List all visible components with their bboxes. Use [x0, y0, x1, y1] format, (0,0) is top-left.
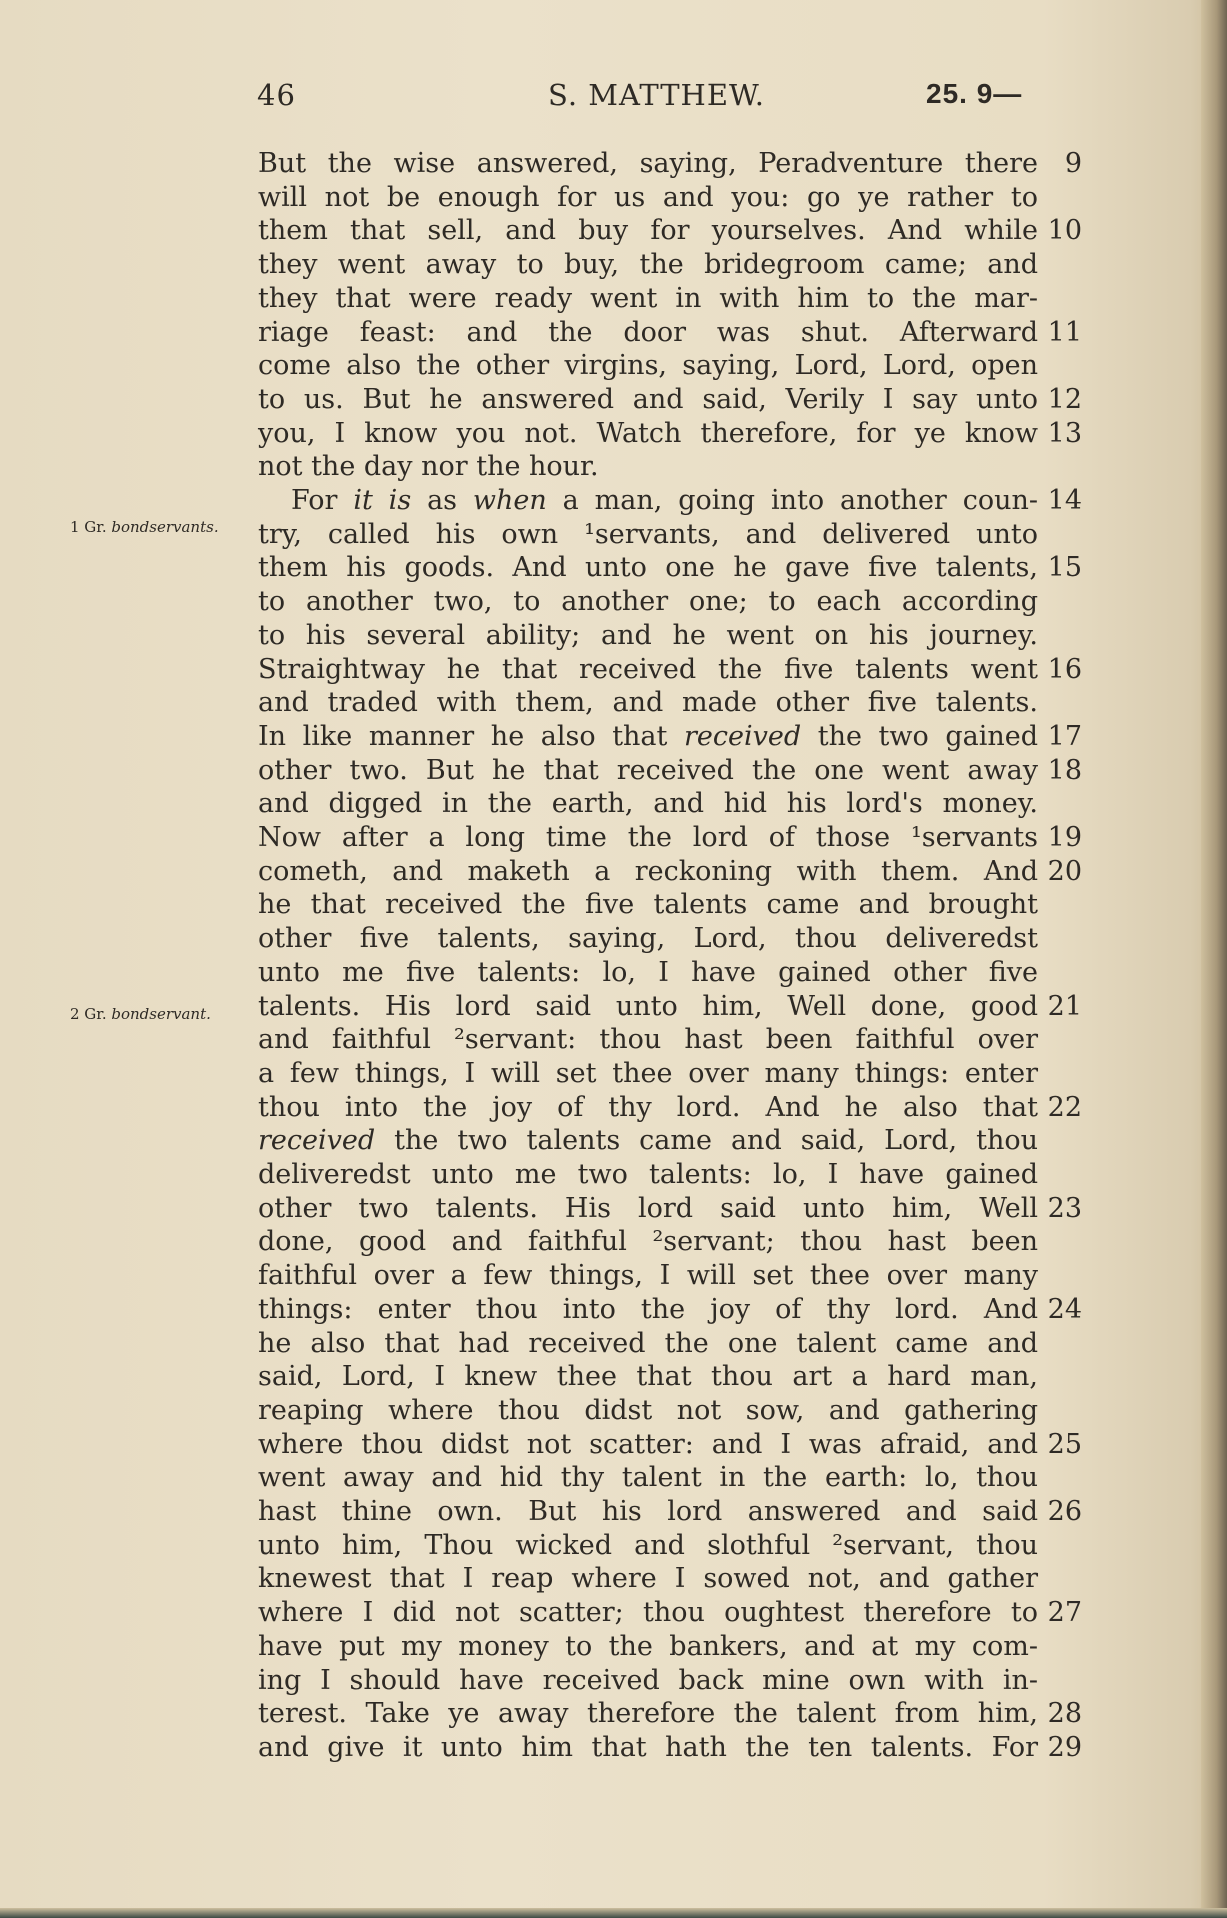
- text-line: they went away to buy, the bridegroom came; and: [258, 249, 1038, 280]
- text-line: a few things, I will set thee over many things: enter: [258, 1058, 1038, 1089]
- verse-number: 11: [1047, 317, 1082, 348]
- text-run: as: [411, 485, 473, 516]
- text-line: and faithful ²servant: thou hast been faithful over: [258, 1024, 1038, 1055]
- text-line: come also the other virgins, saying, Lord, Lord, open: [258, 350, 1038, 381]
- text-line: unto him, Thou wicked and slothful ²servant, thou: [258, 1530, 1038, 1561]
- verse-number: 29: [1047, 1732, 1082, 1763]
- text-line: faithful over a few things, I will set thee over many: [258, 1260, 1038, 1291]
- verse-number: 18: [1047, 755, 1082, 786]
- text-line: reaping where thou didst not sow, and gathering: [258, 1395, 1038, 1426]
- text-line: to us. But he answered and said, Verily I say unto: [258, 384, 1038, 415]
- verse-number: 27: [1047, 1597, 1082, 1628]
- text-line: [258, 1124, 1038, 1158]
- text-line: said, Lord, I knew thee that thou art a hard man,: [258, 1361, 1038, 1392]
- margin-note-text: bondservants.: [111, 518, 219, 536]
- verse-number: 14: [1047, 485, 1082, 516]
- text-line: hast thine own. But his lord answered and said: [258, 1496, 1038, 1527]
- verse-number: 10: [1047, 215, 1082, 246]
- verse-number: 24: [1047, 1294, 1082, 1325]
- italic-text: when: [472, 485, 547, 516]
- text-line: other five talents, saying, Lord, thou deliveredst: [258, 923, 1038, 954]
- text-line: But the wise answered, saying, Peradventure there: [258, 148, 1038, 179]
- verse-number: 15: [1047, 552, 1082, 583]
- text-line: to another two, to another one; to each according: [258, 586, 1038, 617]
- page-number: 46: [257, 78, 296, 112]
- margin-note-2: [70, 1004, 260, 1024]
- italic-text: received: [258, 1125, 376, 1156]
- text-line: will not be enough for us and you: go ye rather to: [258, 182, 1038, 213]
- verse-number: 21: [1047, 991, 1082, 1022]
- text-line: where thou didst not scatter: and I was afraid, and: [258, 1429, 1038, 1460]
- text-line: and digged in the earth, and hid his lord's money.: [258, 788, 1038, 819]
- verse-number: 28: [1047, 1698, 1082, 1729]
- text-line: other two talents. His lord said unto him, Well: [258, 1193, 1038, 1224]
- text-run: a man, going into another coun-: [546, 485, 1039, 516]
- text-line: went away and hid thy talent in the earth: lo, thou: [258, 1462, 1038, 1493]
- text-line: Straightway he that received the five talents went: [258, 654, 1038, 685]
- text-line: try, called his own ¹servants, and delivered unto: [258, 519, 1038, 550]
- text-line: [291, 484, 1038, 518]
- text-line: terest. Take ye away therefore the talent from him,: [258, 1698, 1038, 1729]
- page-header: [0, 78, 1227, 128]
- text-line: knewest that I reap where I sowed not, and gather: [258, 1563, 1038, 1594]
- running-head: S. MATTHEW.: [548, 78, 765, 112]
- text-line: where I did not scatter; thou oughtest therefore to: [258, 1597, 1038, 1628]
- text-run: In like manner he also that: [258, 721, 684, 752]
- verse-number: 13: [1047, 418, 1082, 449]
- text-line: to his several ability; and he went on his journey.: [258, 620, 1038, 651]
- text-line: Now after a long time the lord of those ¹servants: [258, 822, 1038, 853]
- verse-number: 25: [1047, 1429, 1082, 1460]
- text-line: thou into the joy of thy lord. And he also that: [258, 1092, 1038, 1123]
- text-line: and give it unto him that hath the ten talents. For: [258, 1732, 1038, 1763]
- verse-number: 16: [1047, 654, 1082, 685]
- text-run: the two gained: [801, 721, 1039, 752]
- verse-number: 20: [1047, 856, 1082, 887]
- text-line: them his goods. And unto one he gave five talents,: [258, 552, 1038, 583]
- italic-text: received: [683, 721, 802, 752]
- text-line: things: enter thou into the joy of thy lord. And: [258, 1294, 1038, 1325]
- verse-number: 22: [1047, 1092, 1082, 1123]
- verse-number: 9: [1064, 148, 1082, 179]
- text-line: you, I know you not. Watch therefore, for ye know: [258, 418, 1038, 449]
- text-line: and traded with them, and made other five talents.: [258, 687, 1038, 718]
- text-line: deliveredst unto me two talents: lo, I have gained: [258, 1159, 1038, 1190]
- text-line: ing I should have received back mine own with in-: [258, 1665, 1038, 1696]
- text-line: [258, 720, 1038, 754]
- margin-note-mark: 1 Gr.: [70, 518, 107, 536]
- text-line: he also that had received the one talent came and: [258, 1328, 1038, 1359]
- book-spine: [1201, 0, 1227, 1918]
- chapter-verse-range: 25. 9—: [926, 78, 1023, 109]
- text-line: not the day nor the hour.: [258, 451, 599, 482]
- text-line: other two. But he that received the one went away: [258, 755, 1038, 786]
- text-line: them that sell, and buy for yourselves. And while: [258, 215, 1038, 246]
- text-line: they that were ready went in with him to the mar-: [258, 283, 1038, 314]
- italic-text: it is: [353, 485, 412, 516]
- page-bottom-edge: [0, 1908, 1227, 1918]
- verse-number: 17: [1047, 721, 1082, 752]
- margin-note-mark: 2 Gr.: [70, 1005, 107, 1023]
- text-line: unto me five talents: lo, I have gained other five: [258, 957, 1038, 988]
- verse-number: 12: [1047, 384, 1082, 415]
- text-run: For: [291, 485, 354, 516]
- text-line: cometh, and maketh a reckoning with them. And: [258, 856, 1038, 887]
- text-run: the two talents came and said, Lord, thou: [375, 1125, 1038, 1156]
- margin-note-1: [70, 517, 260, 537]
- verse-number: 26: [1047, 1496, 1082, 1527]
- text-line: riage feast: and the door was shut. Afterward: [258, 317, 1038, 348]
- verse-number: 23: [1047, 1193, 1082, 1224]
- text-line: he that received the five talents came and brought: [258, 889, 1038, 920]
- verse-number: 19: [1047, 822, 1082, 853]
- margin-note-text: bondservant.: [111, 1005, 211, 1023]
- text-line: talents. His lord said unto him, Well done, good: [258, 991, 1038, 1022]
- text-line: have put my money to the bankers, and at my com-: [258, 1631, 1038, 1662]
- text-line: done, good and faithful ²servant; thou hast been: [258, 1226, 1038, 1257]
